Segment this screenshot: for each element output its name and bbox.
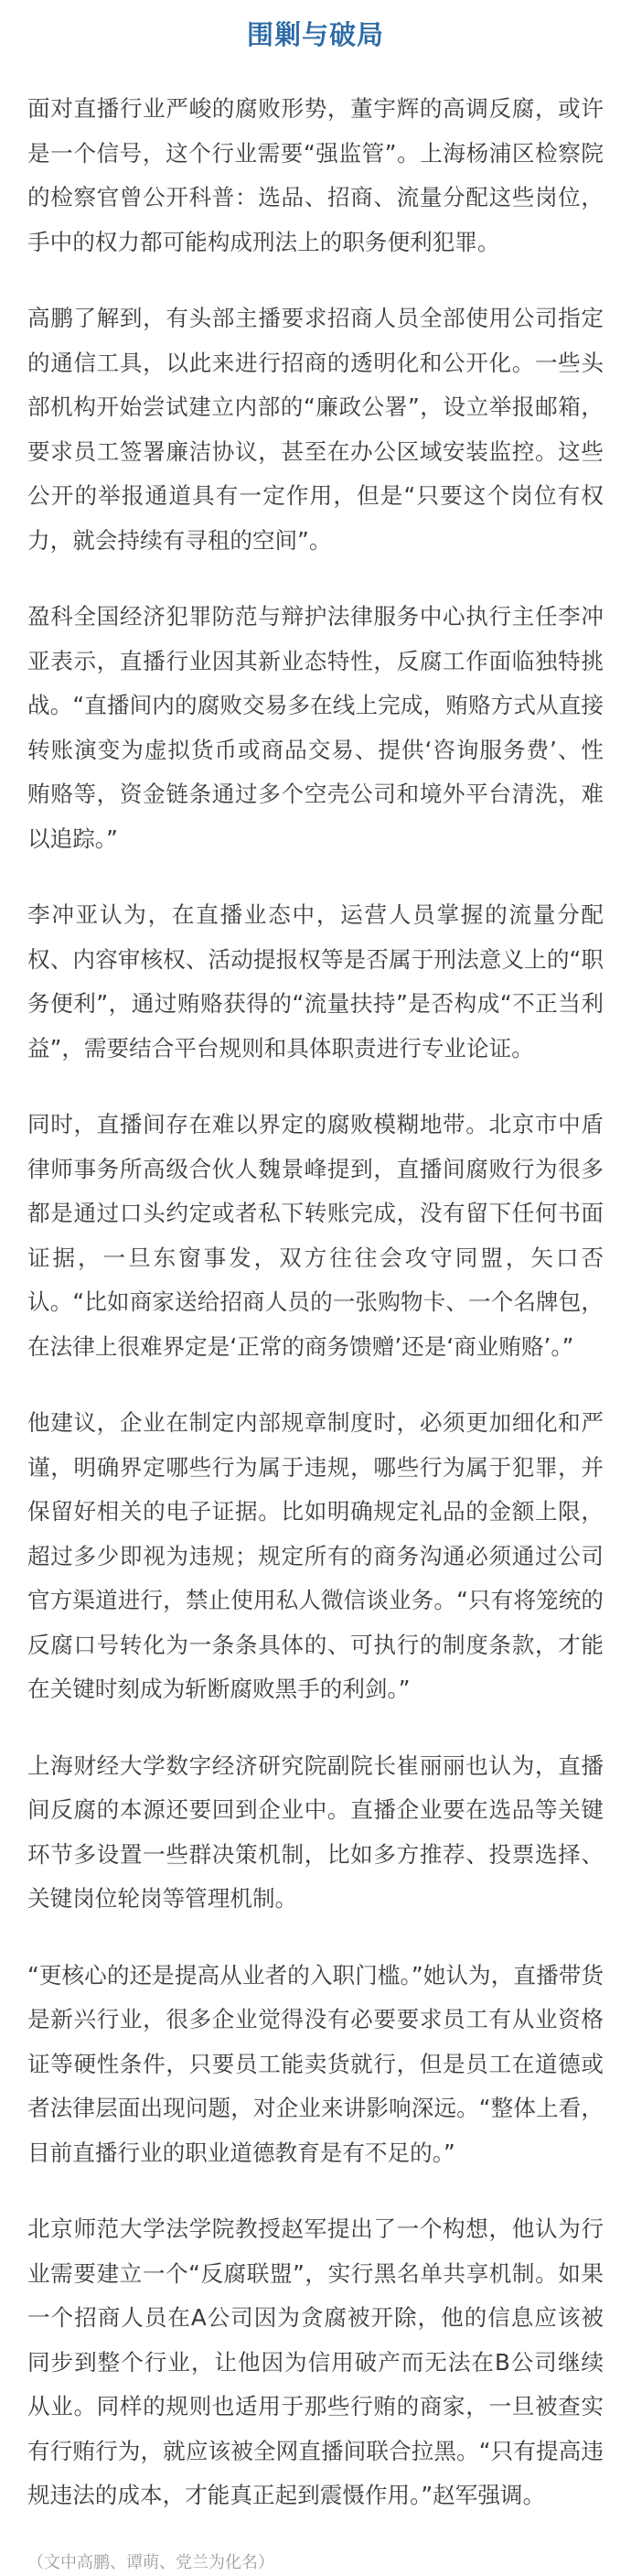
paragraph-7: 上海财经大学数字经济研究院副院长崔丽丽也认为，直播间反腐的本源还要回到企业中。直播企业要在选品等关键环节多设置一些群决策机制，比如多方推荐、投票选择、关键岗位轮岗等管理机制。 <box>27 1751 604 1912</box>
pseudonym-note: （文中高鹏、谭萌、党兰为化名） <box>27 2552 274 2572</box>
paragraph-8: “更核心的还是提高从业者的入职门槛。”她认为，直播带货是新兴行业，很多企业觉得没有必要要求员工有从业资格证等硬性条件，只要员工能卖货就行，但是员工在道德或者法律层面出现问题，对企业来讲影响深远。“整体上看，目前直播行业的职业道德教育是有不足的。” <box>27 1961 604 2166</box>
paragraph-2: 高鹏了解到，有头部主播要求招商人员全部使用公司指定的通信工具，以此来进行招商的透明化和公开化。一些头部机构开始尝试建立内部的“廉政公署”，设立举报邮箱，要求员工签署廉洁协议，甚至在办公区域安装监控。这些公开的举报通道具有一定作用，但是“只要这个岗位有权力，就会持续有寻租的空间”。 <box>27 305 604 554</box>
paragraph-5: 同时，直播间存在难以界定的腐败模糊地带。北京市中盾律师事务所高级合伙人魏景峰提到，直播间腐败行为很多都是通过口头约定或者私下转账完成，没有留下任何书面证据，一旦东窗事发，双方往往会攻守同盟，矢口否认。“比如商家送给招商人员的一张购物卡、一个名牌包，在法律上很难界定是‘正常的商务馈赠’还是‘商业贿赂’。” <box>27 1111 604 1360</box>
article-title: 围剿与破局 <box>246 19 384 50</box>
paragraph-4: 李冲亚认为，在直播业态中，运营人员掌握的流量分配权、内容审核权、活动提报权等是否属于刑法意义上的“职务便利”，通过贿赂获得的“流量扶持”是否构成“不正当利益”，需要结合平台规则和具体职责进行专业论证。 <box>27 901 604 1062</box>
paragraph-9: 北京师范大学法学院教授赵军提出了一个构想，他认为行业需要建立一个“反腐联盟”，实行黑名单共享机制。如果一个招商人员在A公司因为贪腐被开除，他的信息应该被同步到整个行业，让他因为信用破产而无法在B公司继续从业。同样的规则也适用于那些行贿的商家，一旦被查实有行贿行为，就应该被全网直播间联合拉黑。“只有提高违规违法的成本，才能真正起到震慑作用。”赵军强调。 <box>27 2215 604 2508</box>
paragraph-6: 他建议，企业在制定内部规章制度时，必须更加细化和严谨，明确界定哪些行为属于违规，哪些行为属于犯罪，并保留好相关的电子证据。比如明确规定礼品的金额上限，超过多少即视为违规；规定所有的商务沟通必须通过公司官方渠道进行，禁止使用私人微信谈业务。“只有将笼统的反腐口号转化为一条条具体的、可执行的制度条款，才能在关键时刻成为斩断腐败黑手的利剑。” <box>27 1409 604 1702</box>
paragraph-3: 盈科全国经济犯罪防范与辩护法律服务中心执行主任李冲亚表示，直播行业因其新业态特性，反腐工作面临独特挑战。“直播间内的腐败交易多在线上完成，贿赂方式从直接转账演变为虚拟货币或商品交易、提供‘咨询服务费’、性贿赂等，资金链条通过多个空壳公司和境外平台清洗，难以追踪。” <box>27 603 604 852</box>
paragraph-1: 面对直播行业严峻的腐败形势，董宇辉的高调反腐，或许是一个信号，这个行业需要“强监管”。上海杨浦区检察院的检察官曾公开科普：选品、招商、流量分配这些岗位，手中的权力都可能构成刑法上的职务便利犯罪。 <box>27 95 604 255</box>
